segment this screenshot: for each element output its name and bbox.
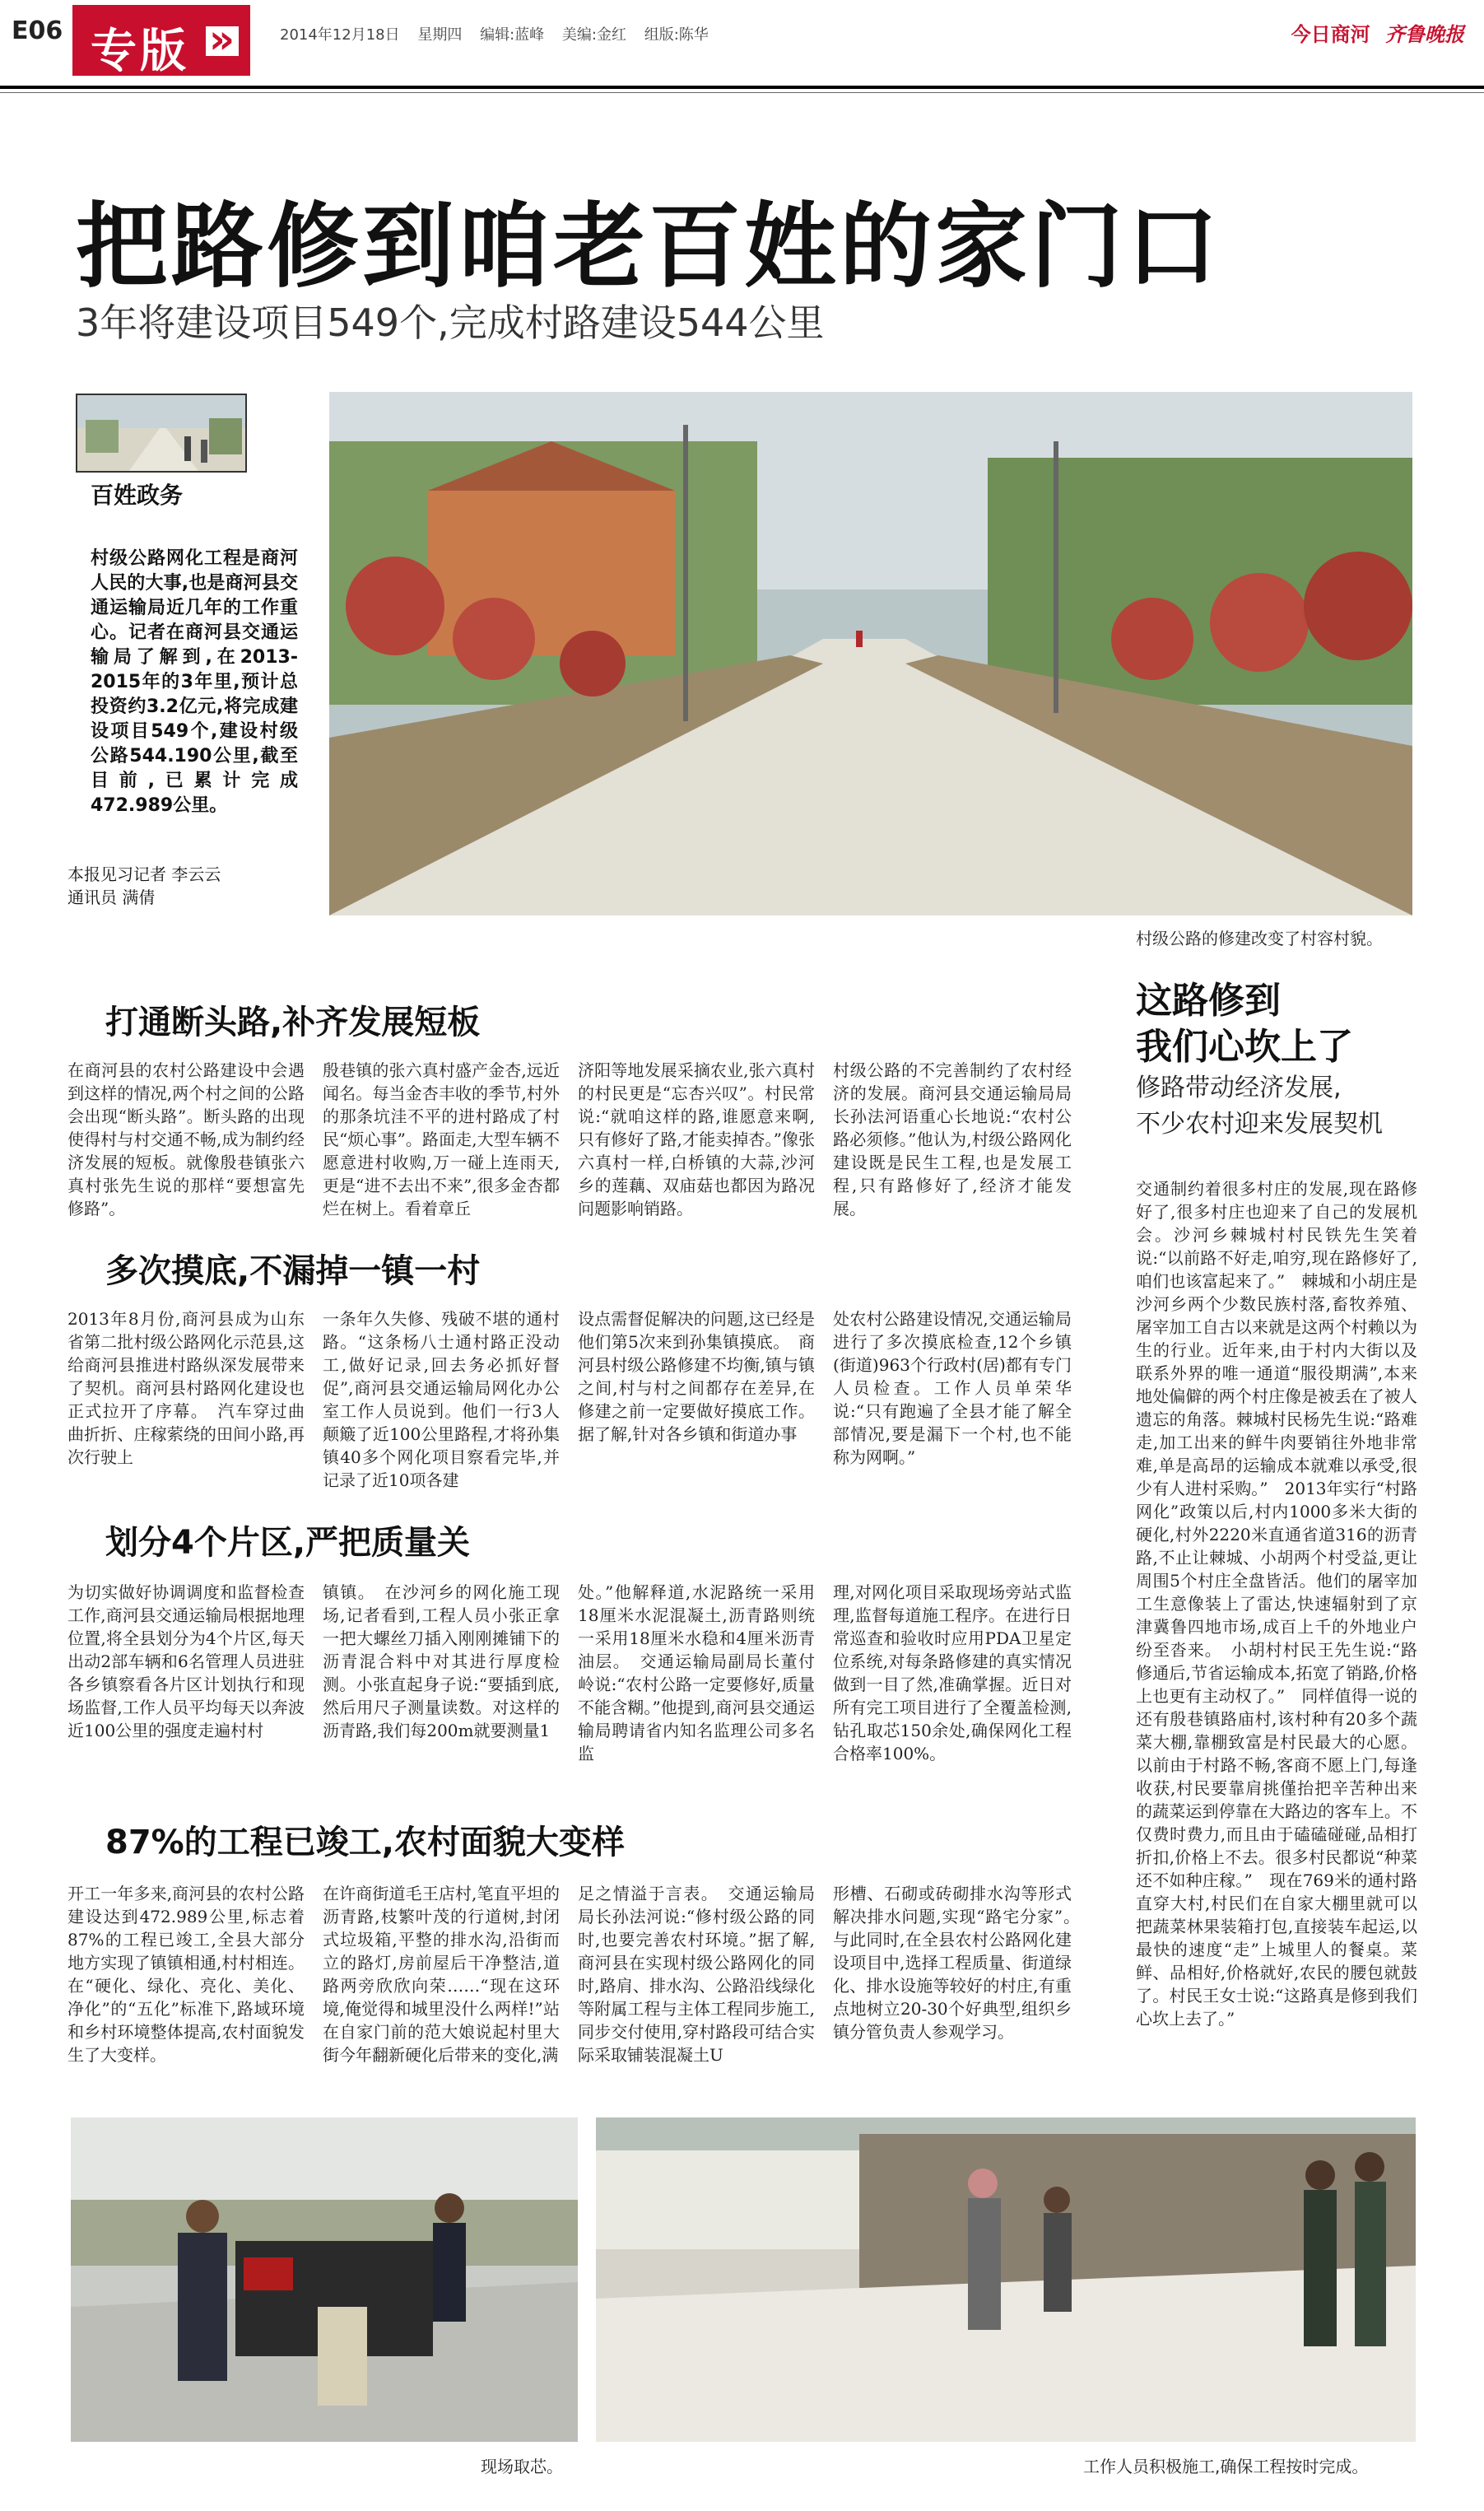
brand-logo: 齐鲁晚报: [1385, 22, 1464, 46]
section-2-col-3: 设点需督促解决的问题,这已经是他们第5次来到孙集镇摸底。 商河县村级公路修建不均衡,镇与镇之间,村与村之间都存在差异,在修建之前一定要做好摸底工作。据了解,针对各乡镇和街道办事: [578, 1309, 815, 1444]
column-thumbnail: [76, 394, 247, 473]
sidebar-title-line-2: 我们心坎上了: [1136, 1026, 1353, 1068]
layout-credit: 组版:陈华: [644, 26, 709, 44]
photo-core-sampling-caption: 现场取芯。: [481, 2457, 563, 2476]
section-4-col-4: 形槽、石砌或砖砌排水沟等形式解决排水问题,实现“路宅分家”。 与此同时,在全县农村公路网化建设项目中,选择工程质量、街道绿化、排水设施等较好的村庄,有重点地树立20-30个好典型,组织乡镇分管负责人参观学习。: [833, 1884, 1088, 2042]
section-3-col-4: 理,对网化项目采取现场旁站式监理,监督每道施工程序。在进行日常巡查和验收时应用PDA卫星定位系统,对每条路修建的真实情况做到一目了然,准确掌握。近日对所有完工项目进行了全覆盖检测,钻孔取芯150余处,确保网化工程合格率100%。: [833, 1582, 1072, 1763]
subheadline: 3年将建设项目549个,完成村路建设544公里: [76, 300, 825, 345]
section-2-col-2: 一条年久失修、残破不堪的通村路。“这条杨八士通村路正没动工,做好记录,回去务必抓好督促”,商河县交通运输局网化办公室工作人员说到。他们一行3人颠簸了近100公里路程,才将孙集镇40多个网化项目察看完毕,并记录了近10项各建: [323, 1309, 560, 1490]
main-photo-caption: 村级公路的修建改变了村容村貌。: [1136, 929, 1383, 948]
sidebar-title: [1136, 978, 1353, 1070]
brand-name: 今日商河: [1291, 23, 1370, 46]
section-4-col-1: 开工一年多来,商河县的农村公路建设达到472.989公里,标志着87%的工程已竣工,全县大部分地方实现了镇镇相通,村村相连。在“硬化、绿化、亮化、美化、净化”的“五化”标准下,路域环境和乡村环境整体提高,农村面貌发生了大变样。: [67, 1884, 305, 2065]
issue-weekday: 星期四: [417, 26, 463, 44]
section-title-3: 划分4个片区,严把质量关: [105, 1524, 471, 1562]
byline: [67, 863, 221, 909]
section-tab: [72, 5, 250, 76]
header-rule-thin: [0, 92, 1484, 93]
intro-text: 村级公路网化工程是商河人民的大事,也是商河县交通运输局近几年的工作重心。记者在商河县交通运输局了解到,在2013-2015年的3年里,预计总投资约3.2亿元,将完成建设项目549个,建设村级公路544.190公里,截至目前,已累计完成472.989公里。: [91, 548, 298, 816]
main-photo: [329, 392, 1412, 915]
section-1-col-3: 济阳等地发展采摘农业,张六真村的村民更是“忘杏兴叹”。村民常说:“就咱这样的路,谁愿意来啊,只有修好了路,才能卖掉杏。”像张六真村一样,白桥镇的大蒜,沙河乡的莲藕、双庙菇也都因为路况问题影响销路。: [578, 1060, 815, 1218]
section-4-col-2: 在许商街道毛王店村,笔直平坦的沥青路,枝繁叶茂的行道树,封闭式垃圾箱,平整的排水沟,沿街而立的路灯,房前屋后干净整洁,道路两旁欣欣向荣……“现在这环境,俺觉得和城里没什么两样!”站在自家门前的范大娘说起村里大街今年翻新硬化后带来的变化,满: [323, 1884, 560, 2065]
section-1-col-2: 殷巷镇的张六真村盛产金杏,远近闻名。每当金杏丰收的季节,村外的那条坑洼不平的进村路成了村民“烦心事”。路面走,大型车辆不愿意进村收购,万一碰上连雨天,更是“进不去出不来”,很多金杏都烂在树上。看着章丘: [323, 1060, 560, 1218]
sidebar-subtitle-line-1: 修路带动经济发展,: [1136, 1074, 1342, 1102]
issue-date: 2014年12月18日: [280, 26, 400, 44]
section-3-col-2: 镇镇。 在沙河乡的网化施工现场,记者看到,工程人员小张正拿一把大螺丝刀插入刚刚摊铺下的沥青混合料中对其进行厚度检测。小张直起身子说:“要插到底,然后用尺子测量读数。对这样的沥青路,我们每200m就要测量1: [323, 1582, 560, 1740]
section-title-1: 打通断头路,补齐发展短板: [105, 1004, 481, 1041]
section-4-col-3: 足之情溢于言表。 交通运输局局长孙法河说:“修村级公路的同时,也要完善农村环境。”据了解,商河县在实现村级公路网化的同时,路肩、排水沟、公路沿线绿化等附属工程与主体工程同步施工,同步交付使用,穿村路段可结合实际采取铺装混凝土U: [578, 1884, 815, 2065]
brand: [1291, 18, 1464, 47]
sidebar-subtitle: [1136, 1070, 1383, 1143]
section-3-col-1: 为切实做好协调调度和监督检查工作,商河县交通运输局根据地理位置,将全县划分为4个片区,每天出动2部车辆和6名管理人员进驻各乡镇察看各片区计划执行和现场监督,工作人员平均每天以奔波近100公里的强度走遍村村: [67, 1582, 305, 1740]
sidebar-subtitle-line-2: 不少农村迎来发展契机: [1136, 1110, 1383, 1139]
editor-credit: 编辑:蓝峰: [480, 26, 545, 44]
section-1-col-1: 在商河县的农村公路建设中会遇到这样的情况,两个村之间的公路会出现“断头路”。断头路的出现使得村与村交通不畅,成为制约经济发展的短板。就像殷巷镇张六真村张先生说的那样“要想富先修路”。: [67, 1060, 305, 1218]
section-title-4: 87%的工程已竣工,农村面貌大变样: [105, 1824, 625, 1861]
headline: 把路修到咱老百姓的家门口: [76, 193, 1221, 300]
photo-construction-workers-caption: 工作人员积极施工,确保工程按时完成。: [1083, 2457, 1369, 2476]
section-3-col-3: 处。”他解释道,水泥路统一采用18厘米水泥混凝土,沥青路则统一采用18厘米水稳和4厘米沥青油层。 交通运输局副局长董付岭说:“农村公路一定要修好,质量不能含糊。”他提到,商河县交通运输局聘请省内知名监理公司多名监: [578, 1582, 815, 1763]
sidebar-body: 交通制约着很多村庄的发展,现在路修好了,很多村庄也迎来了自己的发展机会。沙河乡棘城村村民铁先生笑着说:“以前路不好走,咱穷,现在路修好了,咱们也该富起来了。” 棘城和小胡庄是沙河乡两个少数民族村落,畜牧养殖、屠宰加工自古以来就是这两个村赖以为生的行业。近年来,由于村内大街以及联系外界的唯一通道“服役期满”,本来地处偏僻的两个村庄像是被丢在了被人遗忘的角落。棘城村民杨先生说:“路难走,加工出来的鲜牛肉要销往外地非常难,单是高昂的运输成本就难以承受,很少有人进村采购。” 2013年实行“村路网化”政策以后,村内1000多米大街的硬化,村外2220米直通省道316的沥青路,不止让棘城、小胡两个村受益,更让周围5个村庄全盘皆活。他们的屠宰加工生意像装上了雷达,快速辐射到了京津冀鲁四地市场,成百上千的外地业户纷至沓来。 小胡村村民王先生说:“路修通后,节省运输成本,拓宽了销路,价格上也更有主动权了。” 同样值得一说的还有殷巷镇路庙村,该村种有20多个蔬菜大棚,靠棚致富是村民最大的心愿。以前由于村路不畅,客商不愿上门,每逢收获,村民要靠肩挑僅抬把辛苦种出来的蔬菜运到停靠在大路边的客车上。不仅费时费力,而且由于磕磕碰碰,品相打折扣,价格上不去。很多村民都说“种菜还不如种庄稼。” 现在769米的通村路直穿大村,村民们在自家大棚里就可以把蔬菜林果装箱打包,直接装车起运,以最快的速度“走”上城里人的餐桌。菜鲜、品相好,价格就好,农民的腰包就鼓了。村民王女士说:“这路真是修到我们心坎上去了。”: [1136, 1179, 1417, 2029]
photo-construction-workers: [596, 2117, 1416, 2442]
section-label: 专版: [91, 25, 189, 78]
art-credit: 美编:金红: [561, 26, 626, 44]
double-chevron-icon: [206, 26, 239, 56]
sidebar-title-line-1: 这路修到: [1136, 980, 1281, 1022]
photo-core-sampling: [71, 2117, 578, 2442]
section-2-col-1: 2013年8月份,商河县成为山东省第二批村级公路网化示范县,这给商河县推进村路纵深发展带来了契机。商河县村路网化建设也正式拉开了序幕。 汽车穿过曲曲折折、庄稼萦绕的田间小路,再次行驶上: [67, 1309, 305, 1467]
section-1-col-4: 村级公路的不完善制约了农村经济的发展。商河县交通运输局局长孙法河语重心长地说:“农村公路必须修。”他认为,村级公路网化建设既是民生工程,也是发展工程,只有路修好了,经济才能发展。: [833, 1060, 1072, 1218]
page-number: E06: [12, 16, 63, 45]
header-rule: [0, 86, 1484, 89]
section-title-2: 多次摸底,不漏掉一镇一村: [105, 1252, 481, 1290]
byline-reporter: 本报见习记者 李云云: [67, 864, 221, 884]
section-2-col-4: 处农村公路建设情况,交通运输局进行了多次摸底检查,12个乡镇(街道)963个行政村(居)都有专门人员检查。工作人员单荣华说:“只有跑遍了全县才能了解全部情况,要是漏下一个村,也不能称为网啊。”: [833, 1309, 1072, 1467]
byline-correspondent: 通讯员 满倩: [67, 887, 156, 907]
column-label: 百姓政务: [91, 482, 184, 509]
issue-meta: [280, 23, 722, 44]
